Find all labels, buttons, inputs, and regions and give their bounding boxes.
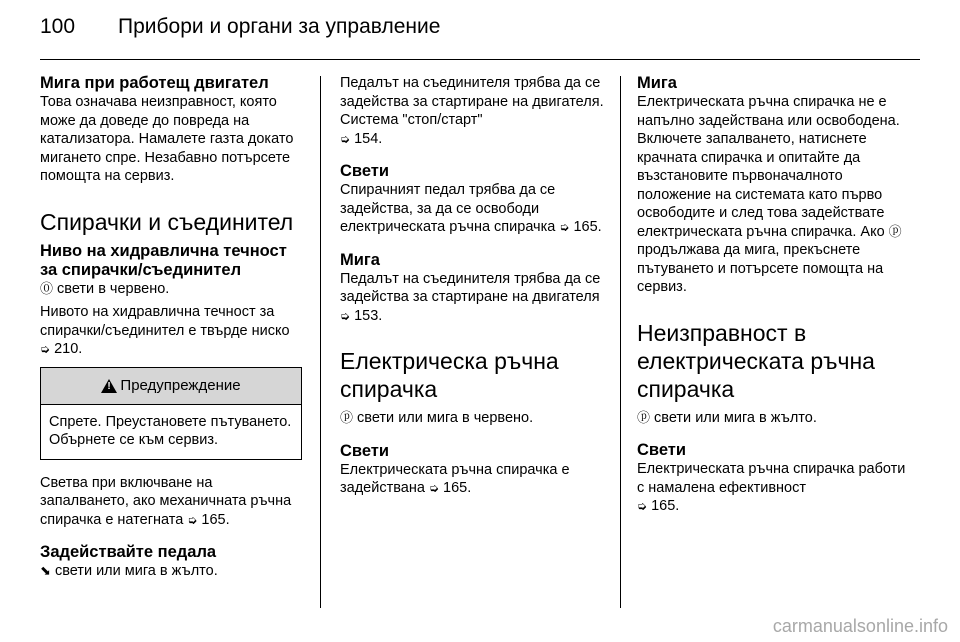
heading-press-pedal: Задействайте педала <box>40 543 217 561</box>
fault-ref <box>637 497 907 516</box>
page-ref-link[interactable]: 165. <box>443 480 472 496</box>
column-2 <box>340 74 605 498</box>
ref-arrow-icon: ➭ <box>428 481 439 495</box>
page-header <box>40 15 920 59</box>
heading-lit-2: Свети <box>340 441 390 460</box>
heading-epb-fault: Неизправност в електрическата ръчна спирачка <box>637 319 875 402</box>
warning-header <box>41 368 301 405</box>
ref-arrow-icon: ➭ <box>559 220 570 234</box>
heading-fluid-level: Ниво на хидравлична течност за спирачки/съединител <box>40 241 287 279</box>
parking-brake-icon: ⓟ <box>888 223 902 239</box>
epb-status: ⓟ свети или мига в червено. <box>340 410 534 426</box>
heading-engine-flash: Мига при работещ двигател <box>40 74 269 92</box>
pedal-text: Педалът на съединителя трябва да се задейства за стартиране на двигателя. Система "стоп/старт" <box>340 75 604 128</box>
heading-flash: Мига <box>340 250 380 269</box>
column-divider <box>320 76 321 608</box>
fluid-status: ⓪ свети в червено. <box>40 280 170 297</box>
page-number: 100 <box>40 15 76 38</box>
watermark: carmanualsonline.info <box>772 616 948 636</box>
pedal-icon: ⬊ <box>40 563 51 578</box>
ref-arrow-icon: ➭ <box>637 499 648 513</box>
parking-brake-icon: ⓟ <box>340 410 354 425</box>
header-rule <box>40 59 920 60</box>
stop-start-ref <box>340 130 605 149</box>
flash-text: Педалът на съединителя трябва да се задейства за стартиране на двигателя ➭ 153. <box>340 270 601 324</box>
pedal-status: ⬊ свети или мига в жълто. <box>40 563 218 579</box>
warning-title: Предупреждение <box>120 377 241 394</box>
engine-flash-text: Това означава неизправност, която може да доведе до повреда на катализатора. Намалете газта докато мигането спре. Незабавно потърсете помощта на сервиз. <box>40 94 294 184</box>
epb-fault-icon: ⓟ <box>637 409 651 425</box>
ref-arrow-icon: ➭ <box>40 342 51 356</box>
page-ref-link[interactable]: 165. <box>573 219 602 235</box>
column-1 <box>40 74 302 581</box>
lit-text: Спирачният педал трябва да се задейства, за да се освободи електрическата ръчна спирачка ➭ 165. <box>340 182 602 235</box>
ref-arrow-icon: ➭ <box>340 308 351 323</box>
column-3 <box>637 74 907 516</box>
column-divider <box>620 76 621 608</box>
page-ref-link[interactable]: 165. <box>651 498 680 514</box>
fault-lit-text: Електрическата ръчна спирачка работи с намалена ефективност <box>637 461 906 496</box>
heading-lit: Свети <box>637 441 687 459</box>
fluid-text: Нивото на хидравлична течност за спирачки/съединител е твърде ниско ➭ 210. <box>40 304 290 357</box>
page-ref-link[interactable]: 210. <box>54 341 83 357</box>
lit2-text: Електрическата ръчна спирачка е задействана ➭ 165. <box>340 461 570 496</box>
ref-arrow-icon: ➭ <box>340 131 351 146</box>
epb-flash-text: Електрическата ръчна спирачка не е напълно задействана или освободена. Включете запалването, натиснете крачната спирачка и опитайте да възстановите първоначалното положение на системата като първо освободите и след това задействате електрическата ръчна спирачка. Ако ⓟ продължава да мига, прекъснете пътуването и потърсете помощта на сервиз. <box>637 94 902 295</box>
warning-triangle-icon <box>101 379 117 393</box>
heading-flash: Мига <box>637 74 677 92</box>
lights-text: Светва при включване на запалването, ако механичната ръчна спирачка е натегната ➭ 165. <box>40 474 292 528</box>
page-title: Прибори и органи за управление <box>118 15 441 38</box>
heading-brakes-clutch: Спирачки и съединител <box>40 208 294 235</box>
page-ref-link[interactable]: 154. <box>354 130 383 147</box>
heading-electric-parking-brake: Електрическа ръчна спирачка <box>340 348 559 402</box>
page-ref-link[interactable]: 153. <box>354 307 383 324</box>
fault-status: ⓟ свети или мига в жълто. <box>637 409 817 426</box>
warning-box <box>40 367 302 460</box>
warning-text: Спрете. Преустановете пътуването. Обърнете се към сервиз. <box>49 413 292 448</box>
heading-lit: Свети <box>340 162 390 180</box>
brake-warning-icon: ⓪ <box>40 280 54 296</box>
page-ref-link[interactable]: 165. <box>201 511 230 528</box>
ref-arrow-icon: ➭ <box>187 512 198 527</box>
